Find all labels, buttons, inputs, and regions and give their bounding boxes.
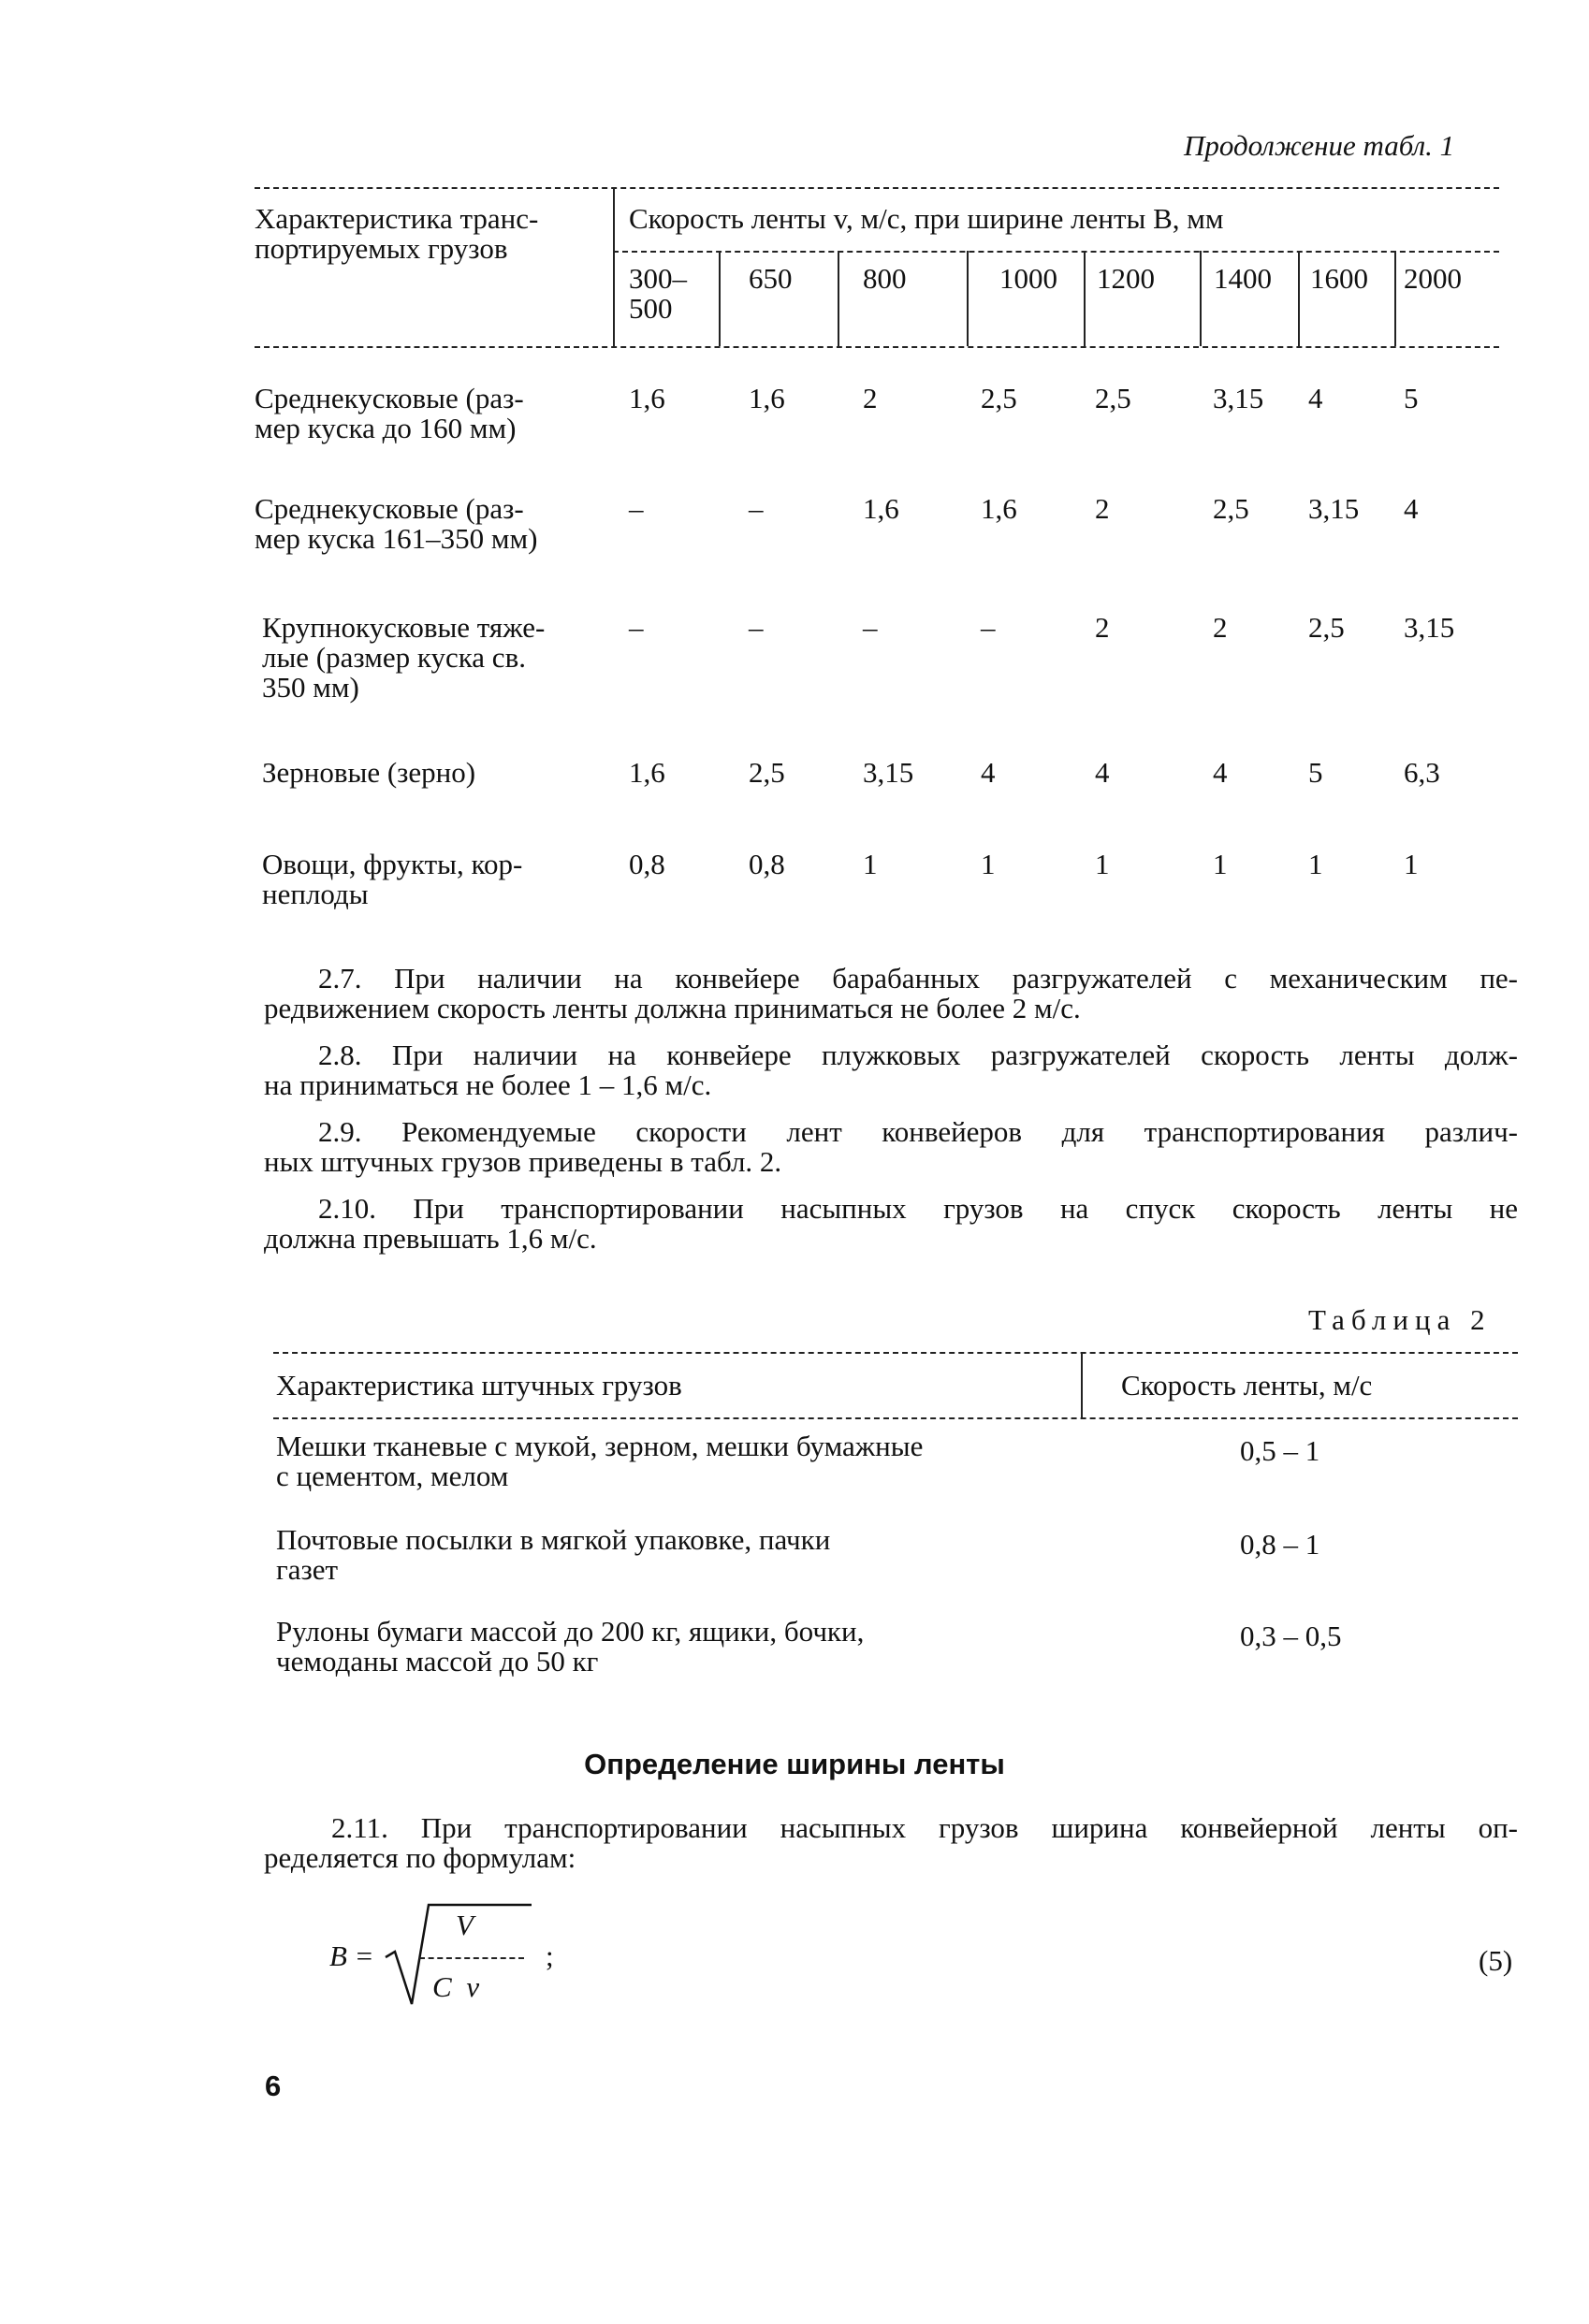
table1-value-cell: 1 <box>1404 848 1419 880</box>
table1-divider <box>1200 251 1202 346</box>
table1-col1-header: Характеристика транс- портируемых грузов <box>255 202 539 265</box>
table1-value-cell: 1 <box>981 848 996 880</box>
paragraph-number: 2.9. <box>318 1115 402 1148</box>
table1-value-cell: – <box>749 611 764 644</box>
width-header-cell: 2000 <box>1404 262 1462 295</box>
table1-value-cell: 1,6 <box>863 492 899 525</box>
table1-value-cell: – <box>981 611 996 644</box>
paragraph-2-11: 2.11. При транспортировании насыпных грузов ширина конвейерной ленты оп- ределяется по формулам: <box>264 1811 1519 1874</box>
table1-value-cell: – <box>749 492 764 525</box>
table1-value-cell: 1 <box>863 848 878 880</box>
width-header-cell: 1000 <box>999 262 1057 295</box>
table1-value-cell: 2 <box>1095 611 1110 644</box>
fraction-bar <box>419 1957 524 1959</box>
width-header-cell: 300– 500 <box>629 262 687 325</box>
paragraph-number: 2.10. <box>318 1192 414 1225</box>
table1-row-label: Овощи, фрукты, кор- неплоды <box>262 848 523 910</box>
page-number: 6 <box>265 2070 282 2102</box>
formula-denominator: C v <box>432 1970 480 2003</box>
table2-value-cell: 0,8 – 1 <box>1240 1528 1320 1561</box>
table1-row-label: Cреднекусковые (раз- мер куска до 160 мм) <box>255 382 524 444</box>
table1-divider <box>613 187 615 346</box>
table2-header-bottom-rule <box>273 1417 1518 1419</box>
table1-value-cell: 2,5 <box>1213 492 1249 525</box>
table1-top-rule <box>255 187 1499 189</box>
continuation-label: Продолжение табл. 1 <box>1184 129 1455 162</box>
table1-divider <box>1084 251 1086 346</box>
formula-lhs: B = <box>329 1939 374 1972</box>
table1-value-cell: 1,6 <box>749 382 785 414</box>
table1-value-cell: 1,6 <box>629 382 665 414</box>
width-header-cell: 1200 <box>1097 262 1155 295</box>
table1-divider <box>719 251 721 346</box>
width-header-cell: 650 <box>749 262 793 295</box>
table1-value-cell: 4 <box>1213 756 1228 789</box>
paragraph-number: 2.8. <box>318 1039 392 1071</box>
paragraph-number: 2.11. <box>331 1811 388 1844</box>
paragraph: 2.10. При транспортировании насыпных грузов на спуск скорость ленты не должна превышать 1,6 м/с. <box>264 1192 1518 1255</box>
paragraph: 2.7. При наличии на конвейере барабанных разгружателей с механическим пе- редвижением скорость ленты должна приниматься не более 2 м/с. <box>264 962 1519 1024</box>
formula-semicolon: ; <box>546 1939 554 1972</box>
table1-value-cell: 2,5 <box>1308 611 1345 644</box>
table1-value-cell: 1,6 <box>981 492 1017 525</box>
section-title: Определение ширины ленты <box>584 1748 1005 1780</box>
table2-value-cell: 0,5 – 1 <box>1240 1434 1320 1467</box>
table1-value-cell: 2,5 <box>1095 382 1131 414</box>
table1-row-label: Крупнокусковые тяже- лые (размер куска св. 350 мм) <box>262 611 546 704</box>
table1-span-header: Скорость ленты v, м/с, при ширине ленты B, мм <box>629 202 1224 235</box>
table1-value-cell: 1 <box>1308 848 1323 880</box>
table1-value-cell: 3,15 <box>1404 611 1455 644</box>
table1-value-cell: 2 <box>863 382 878 414</box>
table2-row-label: Рулоны бумаги массой до 200 кг, ящики, бочки, чемоданы массой до 50 кг <box>276 1615 865 1678</box>
table1-subheader-rule <box>613 251 1499 253</box>
width-header-cell: 1600 <box>1310 262 1368 295</box>
paragraph: 2.8. При наличии на конвейере плужковых разгружателей скорость ленты долж- на приниматься не более 1 – 1,6 м/с. <box>264 1039 1518 1101</box>
table1-value-cell: 1,6 <box>629 756 665 789</box>
table2-caption: Таблица 2 <box>1308 1303 1492 1336</box>
table1-value-cell: 6,3 <box>1404 756 1440 789</box>
table1-value-cell: 2 <box>1095 492 1110 525</box>
paragraph-number: 2.7. <box>318 962 395 995</box>
table1-value-cell: 3,15 <box>1308 492 1360 525</box>
table1-value-cell: 3,15 <box>863 756 914 789</box>
table2-col1-header: Характеристика штучных грузов <box>276 1369 682 1402</box>
table1-value-cell: 5 <box>1404 382 1419 414</box>
formula-numerator: V <box>456 1909 474 1941</box>
table1-value-cell: 4 <box>1095 756 1110 789</box>
width-header-cell: 800 <box>863 262 907 295</box>
table1-value-cell: – <box>629 492 644 525</box>
table1-value-cell: 0,8 <box>629 848 665 880</box>
table2-divider <box>1081 1352 1083 1417</box>
paragraph: 2.9. Рекомендуемые скорости лент конвейеров для транспортирования различ- ных штучных грузов приведены в табл. 2. <box>264 1115 1518 1178</box>
table1-value-cell: 4 <box>1404 492 1419 525</box>
width-header-cell: 1400 <box>1214 262 1272 295</box>
table2-top-rule <box>273 1352 1518 1354</box>
table1-value-cell: 4 <box>981 756 996 789</box>
table1-divider <box>1394 251 1396 346</box>
table1-value-cell: – <box>863 611 878 644</box>
table1-divider <box>838 251 839 346</box>
table2-value-cell: 0,3 – 0,5 <box>1240 1620 1342 1652</box>
table1-row-label: Зерновые (зерно) <box>262 756 476 789</box>
table1-value-cell: 5 <box>1308 756 1323 789</box>
table1-header-bottom-rule <box>255 346 1499 348</box>
formula-number: (5) <box>1479 1944 1513 1977</box>
table1-value-cell: 1 <box>1095 848 1110 880</box>
table1-row-label: Среднекусковые (раз- мер куска 161–350 мм) <box>255 492 538 555</box>
table2-row-label: Мешки тканевые с мукой, зерном, мешки бумажные с цементом, мелом <box>276 1430 924 1492</box>
table1-value-cell: 1 <box>1213 848 1228 880</box>
table2-col2-header: Скорость ленты, м/с <box>1121 1369 1373 1402</box>
table1-value-cell: 2 <box>1213 611 1228 644</box>
table1-value-cell: 4 <box>1308 382 1323 414</box>
table1-value-cell: 0,8 <box>749 848 785 880</box>
table1-value-cell: – <box>629 611 644 644</box>
table2-row-label: Почтовые посылки в мягкой упаковке, пачки газет <box>276 1523 831 1586</box>
table1-value-cell: 2,5 <box>981 382 1017 414</box>
table1-value-cell: 2,5 <box>749 756 785 789</box>
table1-divider <box>967 251 969 346</box>
table1-divider <box>1298 251 1300 346</box>
table1-value-cell: 3,15 <box>1213 382 1264 414</box>
